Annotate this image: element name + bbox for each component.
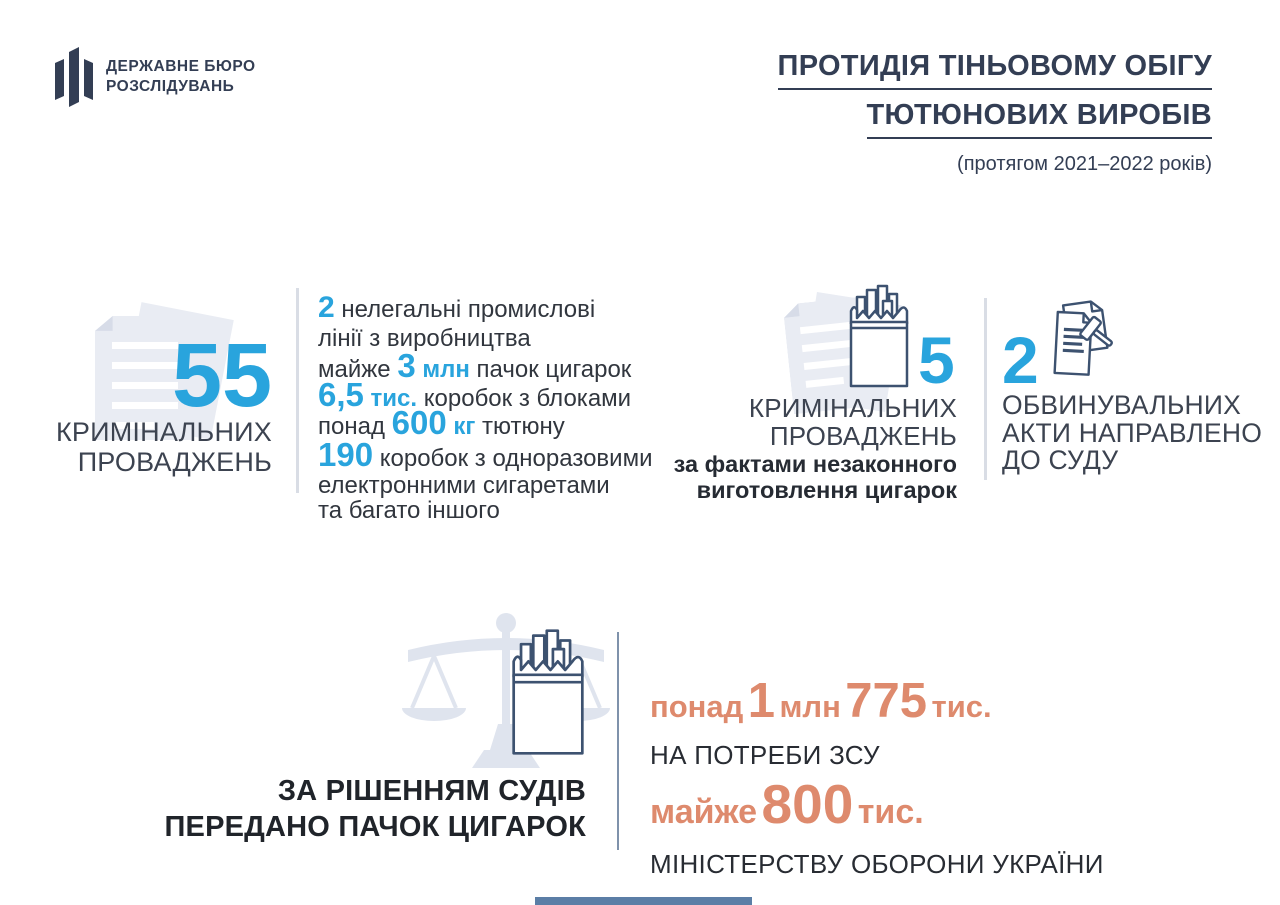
divider-production-indictments (984, 298, 987, 480)
seized-item-boxes: 6,5 тис. коробок з блоками (318, 376, 632, 413)
divider-court-stats (617, 632, 619, 850)
court-title: ЗА РІШЕННЯМ СУДІВ ПЕРЕДАНО ПАЧОК ЦИГАРОК (164, 775, 586, 843)
seized-item-tobacco: понад 600 кг тютюну (318, 404, 565, 441)
dbr-logo-text (106, 57, 256, 97)
page-title-line2: ТЮТЮНОВИХ ВИРОБІВ (867, 99, 1212, 139)
indictment-gavel-icon (1046, 297, 1126, 387)
seized-item-packs: майже 3 млн пачок цигарок (318, 347, 632, 384)
stat-indictments-value: 2 (1002, 323, 1039, 397)
stat-production-note: за фактами незаконного виготовлення цигарок (673, 451, 957, 503)
stat-indictments-label: ОБВИНУВАЛЬНИХ АКТИ НАПРАВЛЕНО ДО СУДУ (1002, 390, 1263, 475)
stat-cases-label: КРИМІНАЛЬНИХ ПРОВАДЖЕНЬ (56, 417, 272, 477)
seized-item-production-lines: 2 нелегальні промислові лінії з виробництва (318, 291, 596, 352)
stat-production-label: КРИМІНАЛЬНИХ ПРОВАДЖЕНЬ (748, 393, 957, 451)
divider-cases-seized (296, 288, 299, 493)
dbr-logo-line2: РОЗСЛІДУВАНЬ (106, 78, 235, 95)
dbr-trident-icon (55, 46, 93, 108)
court-stat-zsu-value: понад 1 млн 775 тис. (650, 674, 992, 728)
page-title-line1: ПРОТИДІЯ ТІНЬОВОМУ ОБІГУ (778, 50, 1212, 90)
footer-accent-bar (535, 897, 752, 905)
dbr-logo-line1: ДЕРЖАВНЕ БЮРО (106, 58, 256, 75)
court-stat-mou-label: МІНІСТЕРСТВУ ОБОРОНИ УКРАЇНИ (650, 849, 1104, 879)
court-stat-zsu-label: НА ПОТРЕБИ ЗСУ (650, 740, 880, 770)
cigarette-pack-icon (510, 628, 586, 756)
court-stats (650, 676, 1104, 878)
court-stat-mou-value: майже 800 тис. (650, 773, 924, 835)
masthead (778, 50, 1212, 176)
stat-cases-value: 55 (172, 326, 273, 426)
cigarette-pack-icon (848, 284, 910, 388)
stat-production-value: 5 (918, 323, 955, 397)
dbr-logo (55, 46, 256, 108)
page-subtitle: (протягом 2021–2022 років) (957, 153, 1212, 175)
seized-item-ecigarettes: 190 коробок з одноразовими електронними сигаретами та багато іншого (318, 436, 653, 524)
